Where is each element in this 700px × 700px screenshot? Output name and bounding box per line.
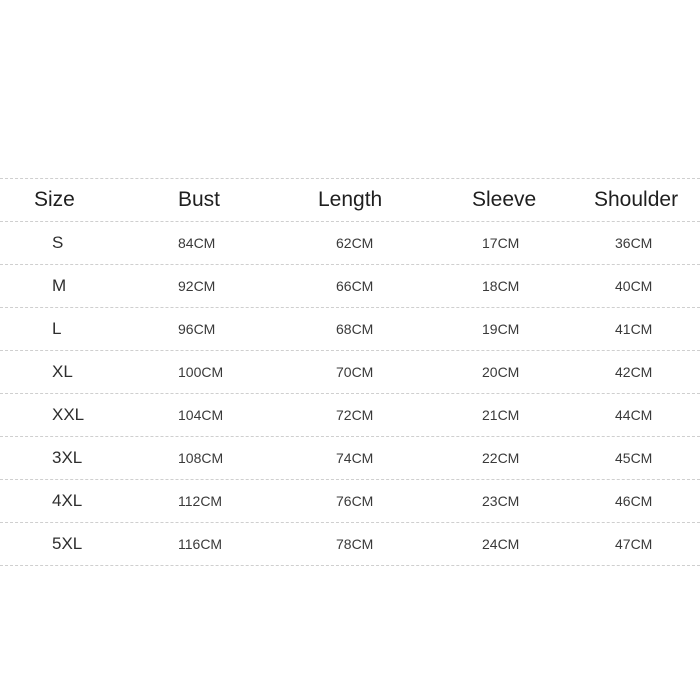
cell-sleeve: 21CM bbox=[482, 407, 520, 423]
size-chart-table bbox=[0, 178, 700, 566]
cell-size: S bbox=[52, 233, 64, 252]
cell-bust: 112CM bbox=[178, 493, 223, 509]
cell-sleeve: 22CM bbox=[482, 450, 520, 466]
cell-length: 68CM bbox=[336, 321, 374, 337]
cell-shoulder: 46CM bbox=[615, 493, 653, 509]
header-size: Size bbox=[34, 188, 75, 211]
table-row bbox=[0, 479, 700, 522]
cell-shoulder: 44CM bbox=[615, 407, 653, 423]
cell-sleeve: 24CM bbox=[482, 536, 520, 552]
cell-shoulder: 42CM bbox=[615, 364, 653, 380]
header-length: Length bbox=[318, 188, 383, 211]
cell-sleeve: 18CM bbox=[482, 278, 520, 294]
cell-length: 66CM bbox=[336, 278, 374, 294]
cell-bust: 104CM bbox=[178, 407, 224, 423]
cell-bust: 96CM bbox=[178, 321, 216, 337]
cell-bust: 92CM bbox=[178, 278, 216, 294]
cell-shoulder: 41CM bbox=[615, 321, 653, 337]
cell-shoulder: 36CM bbox=[615, 235, 653, 251]
header-bust: Bust bbox=[178, 188, 221, 211]
table-row bbox=[0, 264, 700, 307]
cell-size: 5XL bbox=[52, 534, 83, 553]
cell-size: M bbox=[52, 276, 67, 295]
table-row bbox=[0, 393, 700, 436]
cell-shoulder: 47CM bbox=[615, 536, 653, 552]
cell-sleeve: 17CM bbox=[482, 235, 520, 251]
cell-size: 3XL bbox=[52, 448, 83, 467]
cell-bust: 100CM bbox=[178, 364, 224, 380]
cell-size: XXL bbox=[52, 405, 85, 424]
cell-bust: 116CM bbox=[178, 536, 223, 552]
cell-length: 72CM bbox=[336, 407, 374, 423]
cell-length: 74CM bbox=[336, 450, 374, 466]
table-header-row bbox=[0, 178, 700, 221]
cell-size: 4XL bbox=[52, 491, 83, 510]
cell-bust: 84CM bbox=[178, 235, 216, 251]
cell-size: XL bbox=[52, 362, 73, 381]
cell-sleeve: 23CM bbox=[482, 493, 520, 509]
table-row bbox=[0, 436, 700, 479]
cell-length: 78CM bbox=[336, 536, 374, 552]
table-row bbox=[0, 522, 700, 566]
cell-shoulder: 40CM bbox=[615, 278, 653, 294]
cell-length: 70CM bbox=[336, 364, 374, 380]
cell-bust: 108CM bbox=[178, 450, 224, 466]
cell-sleeve: 19CM bbox=[482, 321, 520, 337]
table-row bbox=[0, 350, 700, 393]
header-sleeve: Sleeve bbox=[472, 188, 537, 211]
table-row bbox=[0, 307, 700, 350]
header-shoulder: Shoulder bbox=[594, 188, 679, 211]
cell-sleeve: 20CM bbox=[482, 364, 520, 380]
table-row bbox=[0, 221, 700, 264]
cell-size: L bbox=[52, 319, 62, 338]
cell-length: 62CM bbox=[336, 235, 374, 251]
cell-length: 76CM bbox=[336, 493, 374, 509]
cell-shoulder: 45CM bbox=[615, 450, 653, 466]
